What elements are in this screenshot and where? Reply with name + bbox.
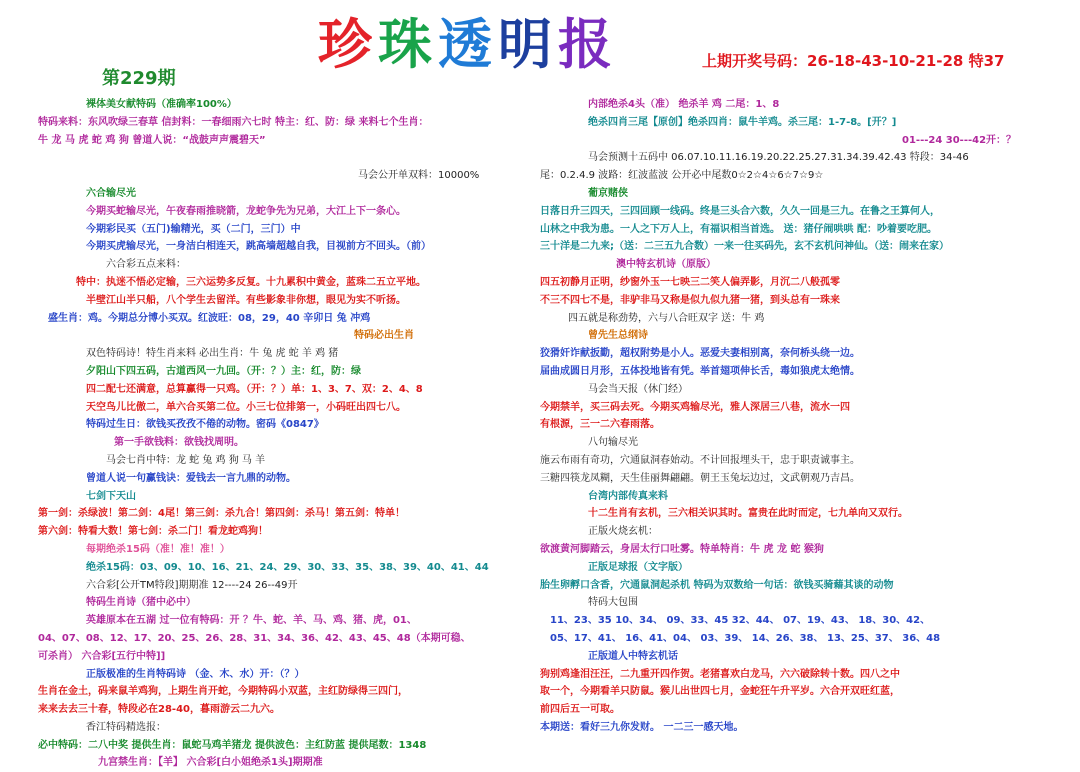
left-text-line: 裸体美女献特码（准确率100%） <box>86 99 237 110</box>
right-text-line: 狡猾奸诈献扳勤，超权附势是小人。恶爱夫妻相别离，奈何桥头绕一边。 <box>540 348 860 360</box>
right-text-line: 葡京赌侠 <box>588 187 628 199</box>
right-text-line: 四五就是称劲势，六与八合旺双字 送：牛 鸡 <box>568 312 765 324</box>
left-text-line: 绝杀15码：03、09、10、16、21、24、29、30、33、35、38、39、40、41、44 <box>86 561 489 573</box>
right-text-line: 马会当天报（休门经） <box>588 383 688 395</box>
left-text-line: 天空鸟儿比傲二，单六合买第二位。小三七位排第一，小码旺出四七八。 <box>86 401 406 413</box>
right-text-line: 尾：0.2.4.9 波路：红波蓝波 公开必中尾数0☆2☆4☆6☆7☆9☆ <box>540 170 824 182</box>
right-text-line: 前四后五一可取。 <box>540 704 620 716</box>
left-text-line: 曾道人说一句赢钱诀：爱钱去一言九鼎的动物。 <box>86 472 296 484</box>
left-text-line: 特中：执迷不悟必定输，三六运势多反复。十九累积中黄金，蓝珠二五立平地。 <box>76 276 426 288</box>
right-text-line: 三十洋是二九来;（送：二三五九合数）一来一往买码先，玄不玄机问神仙。（送：闹来在家） <box>540 241 949 253</box>
title-char: 透 <box>438 12 498 76</box>
left-text-line: 半壁江山半只船，八个学生去留洋。有些影象非你想，眼见为实不听扬。 <box>86 294 406 306</box>
title-char: 珠 <box>378 12 438 76</box>
right-text-line: 特码大包围 <box>588 597 638 609</box>
left-text-line: 夕阳山下四五码，古道西风一九回。（开：？）主：红，防：绿 <box>86 365 361 377</box>
left-text-line: 今期买蛇输尽光，午夜春雨推晓箭，龙蛇争先为兄弟，大江上下一条心。 <box>86 205 406 217</box>
right-text-line: 届曲成圆日月形，五体投地皆有凭。举首翅项伸长舌，毒如狼虎太绝情。 <box>540 365 860 377</box>
issue-number: 第229期 <box>102 68 176 89</box>
left-text-line: 今期买虎输尽光，一身洁白相连天，跳高墙超越自我，目视前方不回头。（前） <box>86 241 431 253</box>
title-char: 珍 <box>318 12 378 76</box>
right-text-line: 今期禁羊，买三码去死。今期买鸡输尽光，雅人深居三八巷，流水一四 <box>540 401 850 413</box>
left-text-line: 今期彩民买（五门)输精光，买（二门，三门）中 <box>86 223 301 235</box>
right-text-line: 不三不四七不是，非驴非马又称是似九似九猪一猪，到头总有一珠来 <box>540 294 840 306</box>
left-text-line: 特码必出生肖 <box>354 330 414 342</box>
left-text-line: 英雄原本在五湖 过一位有特码：开 ？牛、蛇、羊、马、鸡、猪、虎，01、 <box>86 615 417 627</box>
left-text-line: 第一剑：杀绿波！第二剑：4尾！第三剑：杀九合！第四剑：杀马！第五剑：特单！ <box>38 508 405 520</box>
right-text-line: 本期送：看好三九你发财。 一二三一感天地。 <box>540 721 744 733</box>
left-text-line: 七剑下天山 <box>86 490 136 502</box>
left-text-line: 特码过生日：欲钱买孜孜不倦的动物。密码《0847》 <box>86 419 324 431</box>
left-text-line: 盛生肖：鸡。今期总分博小买双。红波旺：08，29，40 辛卯日 兔 冲鸡 <box>48 312 371 324</box>
left-text-line: 香江特码精选报： <box>86 721 166 733</box>
left-text-line: 六合彩五点来料： <box>106 259 186 271</box>
right-text-line: 澳中特玄机诗（原版） <box>616 259 716 271</box>
right-text-line: 四五初静月正明，纱窗外玉一七映三二笑人偏弄影，月沉二八般孤零 <box>540 276 840 288</box>
right-text-line: 绝杀四肖三尾【原创】绝杀四肖：鼠牛羊鸡。杀三尾：1-7-8。[开？] <box>588 116 897 128</box>
previous-result: 上期开奖号码：26-18-43-10-21-28 特37 <box>702 52 1005 70</box>
right-text-line: 05、17、41、 16、41、04、 03、39、 14、26、38、 13、25、37、 36、48 <box>550 632 941 644</box>
right-text-line: 正版道人中特玄机话 <box>588 650 678 662</box>
right-text-line: 山林之中我为患。一人之下万人上，有福识相当首选。 送：猪仔闹哄哄 配：吵着要吃肥。 <box>540 223 937 235</box>
left-text-line: 牛 龙 马 虎 蛇 鸡 狗 曾道人说：“战鼓声声震碧天” <box>38 134 266 146</box>
right-text-line: 三糖四筷龙凤糊，天生佳丽舞翩翩。朝王玉兔坛边过，文武朝观乃吉昌。 <box>540 472 860 484</box>
right-text-line: 曾先生总纲诗 <box>588 330 648 342</box>
left-text-line: 必中特码：二八中奖 提供生肖：鼠蛇马鸡羊猪龙 提供波色：主红防蓝 提供尾数：1348 <box>38 739 427 751</box>
right-text-line: 施云布雨有奇功，穴通鼠洞春始动。不计回报埋头干，忠于职责诚事主。 <box>540 454 860 466</box>
left-text-line: 来来去去三十春，特段必在28-40，暮雨游云二九六。 <box>38 704 280 716</box>
left-text-line: 四二配七还满意，总算赢得一只鸡。（开：？）单：1、3、7、双：2、4、8 <box>86 383 423 395</box>
right-text-line: 欲渡黄河脚踏云，身居太行口吐雾。特单特肖：牛 虎 龙 蛇 猴狗 <box>540 543 824 555</box>
left-text-line: 正版极准的生肖特码诗 （金、木、水）开：（？） <box>86 668 305 680</box>
left-column <box>38 96 508 772</box>
right-text-line: 马会预测十五码中 06.07.10.11.16.19.20.22.25.27.31.34.39.42.43 特段：34-46 <box>588 152 969 164</box>
page-title <box>318 12 618 76</box>
left-text-line: 特码生肖诗（猪中必中） <box>86 597 196 609</box>
right-text-line: 胎生卵孵口含香，穴通鼠洞起杀机 特码为双数给一句话：欲钱买骑藉其谈的动物 <box>540 579 894 591</box>
left-text-line: 六合彩[公开TM特段]期期准 12----24 26--49开 <box>86 579 298 591</box>
right-text-line: 日落日升三四天，三四回顾一线码。终是三头合六数，久久一回是三九。在鲁之王算何人， <box>540 205 940 217</box>
left-text-line <box>38 149 508 167</box>
left-text-line: 每期绝杀15码（准！准！准！） <box>86 543 230 555</box>
left-text-line: 九宫禁生肖：【羊】 六合彩[白小姐绝杀1头]期期准 <box>98 757 323 769</box>
right-text-line: 内部绝杀4头（准） 绝杀羊 鸡 二尾：1、8 <box>588 99 780 110</box>
left-text-line: 马会公开单双料：10000% <box>358 170 480 182</box>
left-text-line: 马会七肖中特：龙 蛇 兔 鸡 狗 马 羊 <box>106 454 266 466</box>
right-column <box>540 96 1052 737</box>
left-text-line: 可杀肖） 六合彩[五行中特]] <box>38 650 166 662</box>
right-text-line: 十二生肖有玄机，三六相关识其时。富贵在此时而定，七九单向又双行。 <box>588 508 908 520</box>
left-text-line: 第一手欲钱料：欲钱找周明。 <box>114 437 244 449</box>
left-text-line: 双色特码诗！特生肖来料 必出生肖：牛 兔 虎 蛇 羊 鸡 猪 <box>86 348 339 360</box>
right-text-line: 11、23、35 10、34、 09、33、45 32、44、 07、19、43、 18、30、42、 <box>550 615 931 627</box>
right-text-line: 01---24 30---42开：？ <box>902 134 1017 146</box>
title-char: 明 <box>498 12 558 76</box>
right-text-line: 八句输尽光 <box>588 437 638 449</box>
right-text-line: 正版足球报（文字版） <box>588 561 688 573</box>
left-text-line: 生肖在金土，码来鼠羊鸡狗，上期生肖开蛇，今期特码小双蓝，主红防绿得三四门， <box>38 686 408 698</box>
left-text-line: 04、07、08、12、17、20、25、26、28、31、34、36、42、43、45、48（本期可稳、 <box>38 632 471 644</box>
left-text-line: 第六剑：特看大数！第七剑：杀二门！看龙蛇鸡狗！ <box>38 526 268 538</box>
title-char: 报 <box>558 12 618 76</box>
right-text-line: 狗别鸡逢泪汪汪，二九重开四作贺。老猪喜欢白龙马，六六破除转十数。四八之中 <box>540 668 900 680</box>
right-text-line: 有根源，三一二六春雨落。 <box>540 419 660 431</box>
right-text-line: 正版火烧玄机： <box>588 526 658 538</box>
left-text-line: 特码来料：东风吹绿三春草 信封料：一春细雨六七时 特主：红、防：绿 来料七个生肖： <box>38 116 429 128</box>
left-text-line: 六合输尽光 <box>86 187 136 199</box>
right-text-line: 取一个，今期看羊只防鼠。猴儿出世四七月，金蛇狂午升平岁。六合开双旺红蓝， <box>540 686 900 698</box>
right-text-line: 台湾内部传真来料 <box>588 490 668 502</box>
